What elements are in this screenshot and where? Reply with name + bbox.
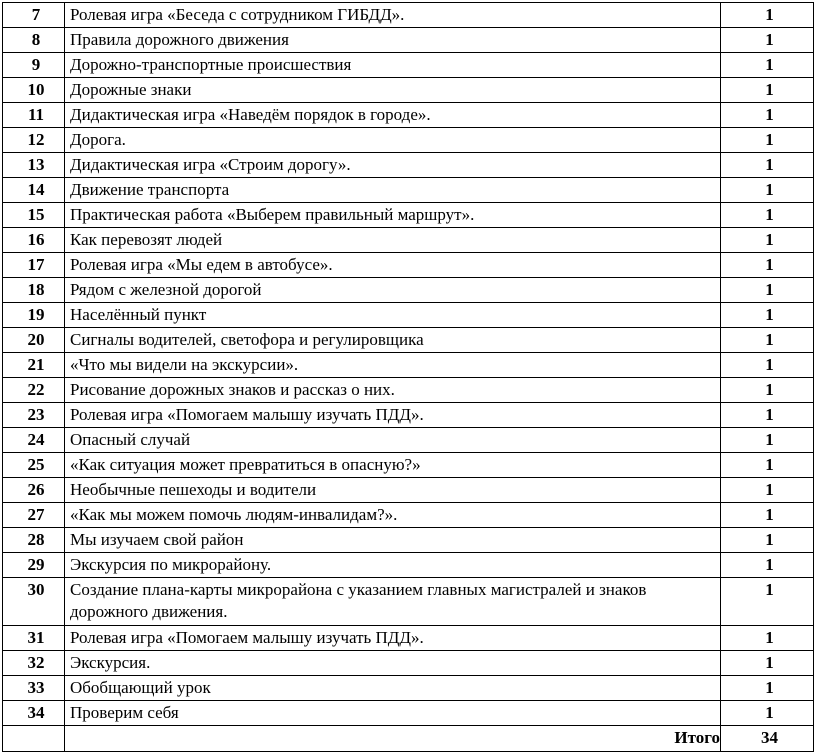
- lesson-hours: 1: [721, 403, 814, 428]
- lesson-number: 19: [3, 303, 65, 328]
- lesson-number: 10: [3, 78, 65, 103]
- table-body: [3, 3, 814, 726]
- lesson-number: 27: [3, 503, 65, 528]
- table-row: [3, 378, 814, 403]
- lesson-number: 32: [3, 651, 65, 676]
- lesson-number: 34: [3, 701, 65, 726]
- table-row: [3, 453, 814, 478]
- lesson-topic: Правила дорожного движения: [65, 28, 721, 53]
- table-row: [3, 626, 814, 651]
- lesson-hours: 1: [721, 253, 814, 278]
- table-row: [3, 128, 814, 153]
- lesson-topic: Ролевая игра «Беседа с сотрудником ГИБДД».: [65, 3, 721, 28]
- table-row: [3, 503, 814, 528]
- table-row: [3, 478, 814, 503]
- table-row: [3, 153, 814, 178]
- lesson-number: 26: [3, 478, 65, 503]
- lesson-hours: 1: [721, 153, 814, 178]
- lesson-number: 25: [3, 453, 65, 478]
- lesson-number: 8: [3, 28, 65, 53]
- lesson-number: 16: [3, 228, 65, 253]
- lesson-hours: 1: [721, 303, 814, 328]
- lesson-hours: 1: [721, 378, 814, 403]
- table-row: [3, 78, 814, 103]
- lesson-topic: Обобщающий урок: [65, 676, 721, 701]
- lesson-number: 29: [3, 553, 65, 578]
- lesson-number: 24: [3, 428, 65, 453]
- total-row: [3, 726, 814, 752]
- lesson-topic: «Как ситуация может превратиться в опасную?»: [65, 453, 721, 478]
- table-row: [3, 403, 814, 428]
- lesson-hours: 1: [721, 3, 814, 28]
- lesson-number: 20: [3, 328, 65, 353]
- lesson-hours: 1: [721, 328, 814, 353]
- lesson-topic: Дидактическая игра «Наведём порядок в городе».: [65, 103, 721, 128]
- lesson-topic: Как перевозят людей: [65, 228, 721, 253]
- table-row: [3, 553, 814, 578]
- lesson-number: 21: [3, 353, 65, 378]
- lesson-topic: Создание плана-карты микрорайона с указанием главных магистралей и знаков дорожного движения.: [65, 578, 721, 626]
- lesson-hours: 1: [721, 28, 814, 53]
- table-row: [3, 203, 814, 228]
- lesson-hours: 1: [721, 626, 814, 651]
- lesson-number: 9: [3, 53, 65, 78]
- lesson-hours: 1: [721, 203, 814, 228]
- lesson-hours: 1: [721, 701, 814, 726]
- lesson-number: 28: [3, 528, 65, 553]
- lesson-hours: 1: [721, 578, 814, 626]
- lesson-topic: «Что мы видели на экскурсии».: [65, 353, 721, 378]
- lesson-hours: 1: [721, 478, 814, 503]
- lesson-hours: 1: [721, 453, 814, 478]
- lesson-topic: Дидактическая игра «Строим дорогу».: [65, 153, 721, 178]
- table-row: [3, 701, 814, 726]
- lesson-topic: «Как мы можем помочь людям-инвалидам?».: [65, 503, 721, 528]
- lesson-topic: Рядом с железной дорогой: [65, 278, 721, 303]
- lesson-topic: Ролевая игра «Мы едем в автобусе».: [65, 253, 721, 278]
- lesson-hours: 1: [721, 53, 814, 78]
- lesson-hours: 1: [721, 651, 814, 676]
- lesson-number: 30: [3, 578, 65, 626]
- lesson-hours: 1: [721, 553, 814, 578]
- lesson-topic: Рисование дорожных знаков и рассказ о них.: [65, 378, 721, 403]
- lesson-number: 14: [3, 178, 65, 203]
- lesson-topic: Дорожно-транспортные происшествия: [65, 53, 721, 78]
- lesson-number: 31: [3, 626, 65, 651]
- lesson-topic: Дорога.: [65, 128, 721, 153]
- lesson-topic: Ролевая игра «Помогаем малышу изучать ПДД».: [65, 626, 721, 651]
- table-row: [3, 651, 814, 676]
- lesson-topic: Сигналы водителей, светофора и регулировщика: [65, 328, 721, 353]
- lesson-number: 17: [3, 253, 65, 278]
- lesson-number: 15: [3, 203, 65, 228]
- table-row: [3, 278, 814, 303]
- table-row: [3, 28, 814, 53]
- lesson-hours: 1: [721, 528, 814, 553]
- lesson-hours: 1: [721, 128, 814, 153]
- table-row: [3, 253, 814, 278]
- lesson-topic: Экскурсия по микрорайону.: [65, 553, 721, 578]
- lesson-number: 11: [3, 103, 65, 128]
- total-empty-cell: [3, 726, 65, 752]
- lesson-hours: 1: [721, 228, 814, 253]
- lesson-hours: 1: [721, 503, 814, 528]
- lesson-topic: Движение транспорта: [65, 178, 721, 203]
- lesson-topic: Экскурсия.: [65, 651, 721, 676]
- table-row: [3, 578, 814, 626]
- table-row: [3, 428, 814, 453]
- lesson-number: 13: [3, 153, 65, 178]
- lesson-number: 18: [3, 278, 65, 303]
- lesson-topic: Дорожные знаки: [65, 78, 721, 103]
- table-row: [3, 328, 814, 353]
- lesson-topic: Ролевая игра «Помогаем малышу изучать ПДД».: [65, 403, 721, 428]
- lesson-number: 23: [3, 403, 65, 428]
- table-row: [3, 178, 814, 203]
- lesson-topic: Опасный случай: [65, 428, 721, 453]
- lesson-number: 7: [3, 3, 65, 28]
- lesson-topic: Проверим себя: [65, 701, 721, 726]
- table-row: [3, 228, 814, 253]
- lesson-hours: 1: [721, 278, 814, 303]
- table-row: [3, 528, 814, 553]
- lesson-topic: Населённый пункт: [65, 303, 721, 328]
- lesson-plan-table: [2, 2, 814, 752]
- table-row: [3, 53, 814, 78]
- lesson-topic: Необычные пешеходы и водители: [65, 478, 721, 503]
- lesson-topic: Практическая работа «Выберем правильный маршрут».: [65, 203, 721, 228]
- lesson-hours: 1: [721, 78, 814, 103]
- lesson-hours: 1: [721, 428, 814, 453]
- lesson-topic: Мы изучаем свой район: [65, 528, 721, 553]
- lesson-hours: 1: [721, 103, 814, 128]
- total-value: 34: [721, 726, 814, 752]
- lesson-number: 12: [3, 128, 65, 153]
- table-row: [3, 3, 814, 28]
- total-label: Итого: [65, 726, 721, 752]
- table-row: [3, 676, 814, 701]
- lesson-hours: 1: [721, 353, 814, 378]
- table-row: [3, 353, 814, 378]
- table-row: [3, 103, 814, 128]
- table-row: [3, 303, 814, 328]
- lesson-hours: 1: [721, 178, 814, 203]
- lesson-number: 22: [3, 378, 65, 403]
- lesson-number: 33: [3, 676, 65, 701]
- lesson-hours: 1: [721, 676, 814, 701]
